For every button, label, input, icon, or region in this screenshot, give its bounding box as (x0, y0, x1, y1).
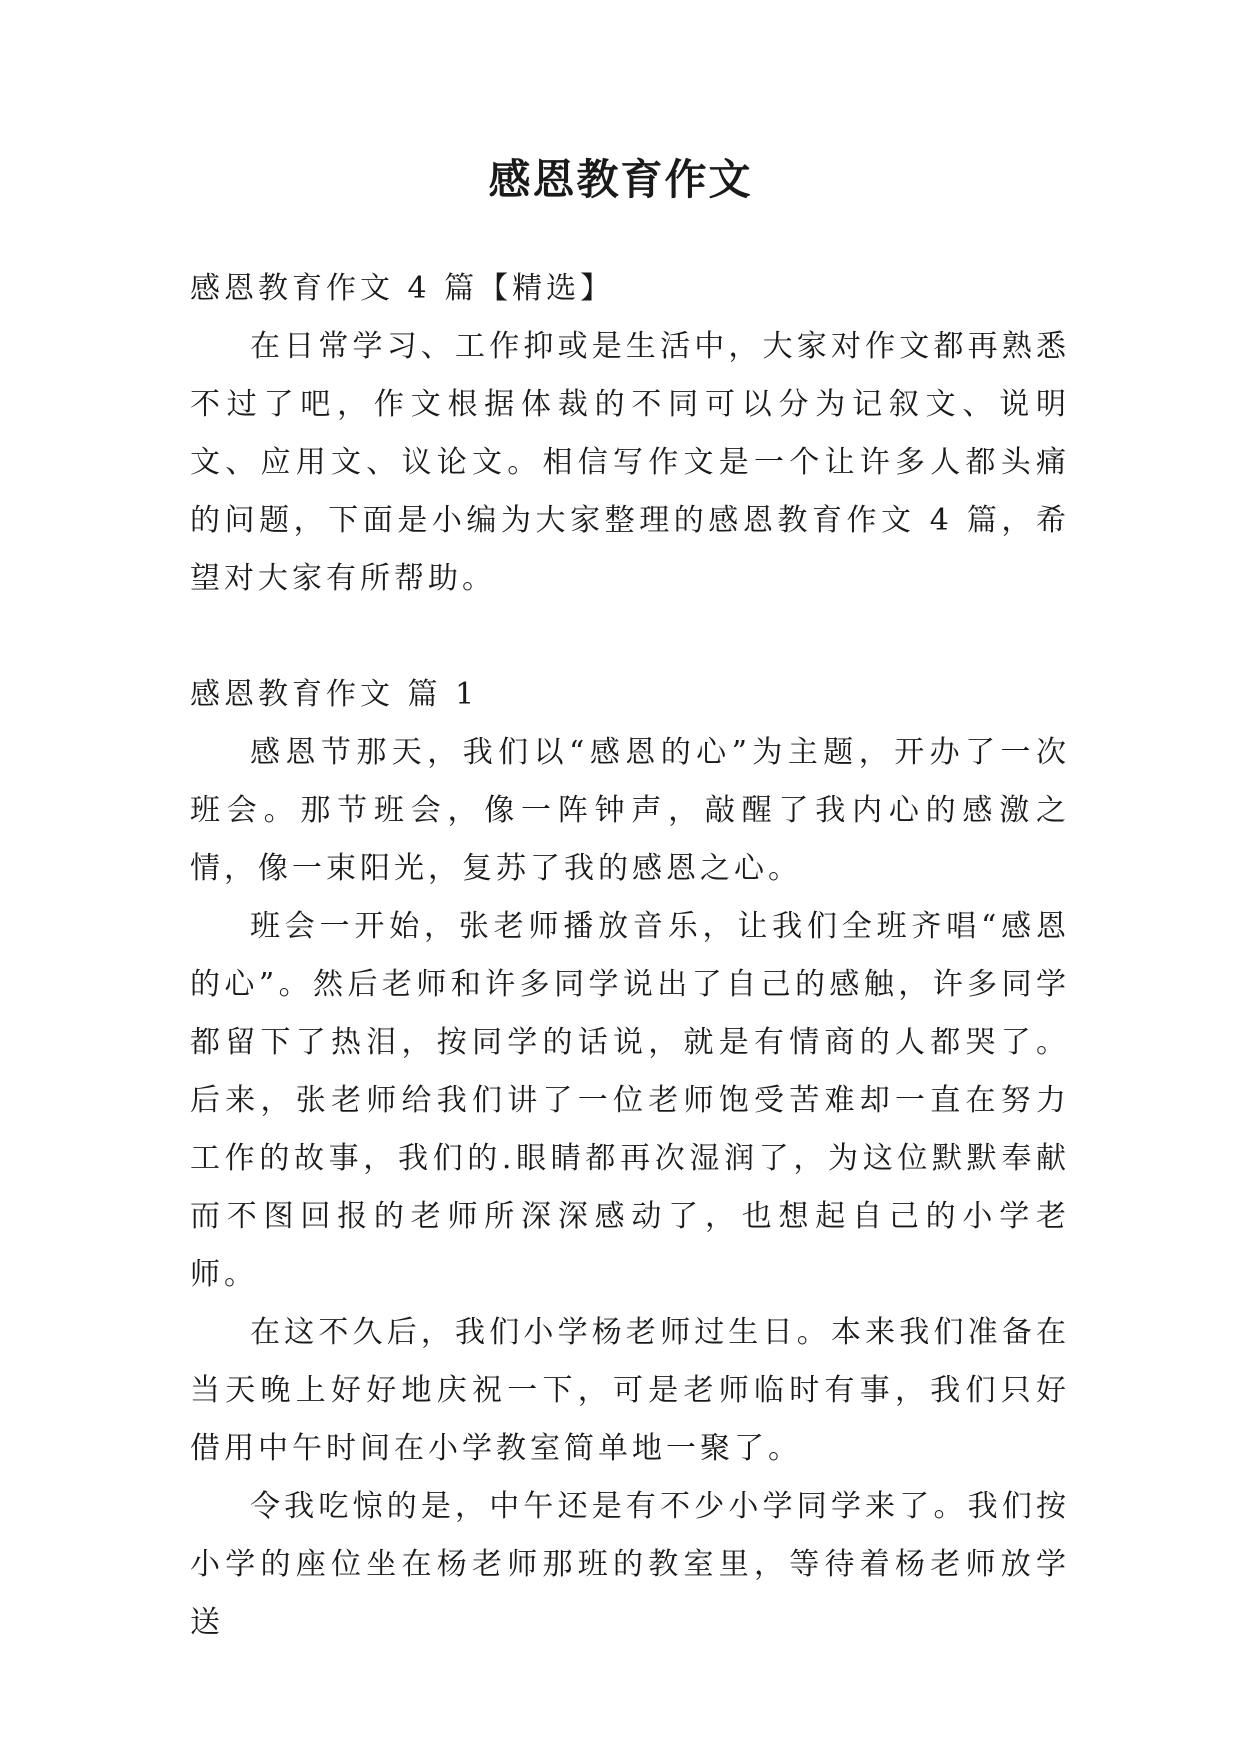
intro-heading: 感恩教育作文 4 篇【精选】 (190, 271, 615, 306)
section1-paragraph-3: 在这不久后，我们小学杨老师过生日。本来我们准备在当天晚上好好地庆祝一下，可是老师临时有事，我们只好借用中午时间在小学教室简单地一聚了。 (190, 1315, 1070, 1466)
section1-heading: 感恩教育作文 篇 1 (190, 677, 479, 712)
intro-paragraph: 在日常学习、工作抑或是生活中，大家对作文都再熟悉不过了吧，作文根据体裁的不同可以分为记叙文、说明文、应用文、议论文。相信写作文是一个让许多人都头痛的问题，下面是小编为大家整理的感恩教育作文 4 篇，希望对大家有所帮助。 (190, 329, 1070, 596)
section1-paragraph-1: 感恩节那天，我们以“感恩的心”为主题，开办了一次班会。那节班会，像一阵钟声，敲醒了我内心的感激之情，像一束阳光，复苏了我的感恩之心。 (190, 735, 1070, 886)
document-title: 感恩教育作文 (488, 155, 753, 204)
section1-paragraph-2: 班会一开始，张老师播放音乐，让我们全班齐唱“感恩的心”。然后老师和许多同学说出了自己的感触，许多同学都留下了热泪，按同学的话说，就是有情商的人都哭了。后来，张老师给我们讲了一位老师饱受苦难却一直在努力工作的故事，我们的.眼睛都再次湿润了，为这位默默奉献而不图回报的老师所深深感动了，也想起自己的小学老师。 (190, 909, 1070, 1292)
section-spacer (190, 608, 1070, 666)
section1-paragraph-4: 令我吃惊的是，中午还是有不少小学同学来了。我们按小学的座位坐在杨老师那班的教室里，等待着杨老师放学送 (190, 1489, 1070, 1640)
document-body (190, 260, 1070, 1652)
